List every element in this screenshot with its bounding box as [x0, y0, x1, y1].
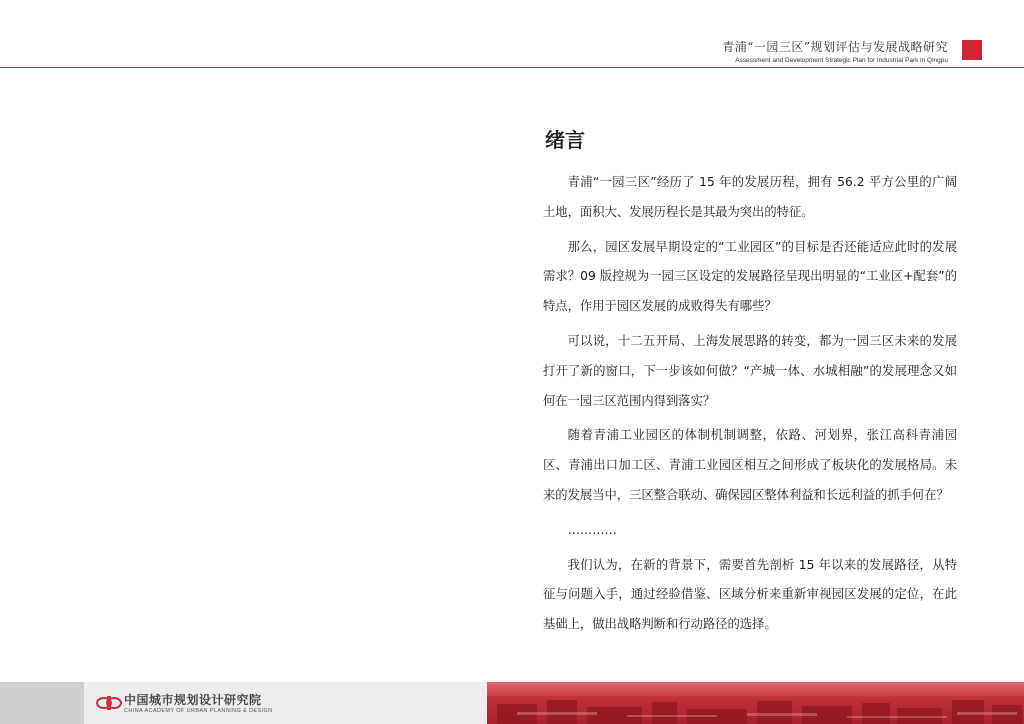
section-heading: 绪言: [545, 128, 585, 152]
accent-square: [962, 40, 982, 60]
city-photo-strip: [487, 682, 1024, 724]
ellipsis-paragraph: …………: [567, 522, 617, 537]
header-divider: [0, 67, 1024, 68]
paragraph: 那么，园区发展早期设定的“工业园区”的目标是否还能适应此时的发展需求？09 版控规为一园三区设定的发展路径呈现出明显的“工业区+配套”的特点，作用于园区发展的成败得失有哪些？: [543, 239, 957, 314]
paragraph: 青浦“一园三区”经历了 15 年的发展历程，拥有 56.2 平方公里的广阔土地，面积大、发展历程长是其最为突出的特征。: [543, 175, 957, 219]
footer-logo-area: [84, 682, 487, 724]
document-subtitle-english: Assessment and Development Strategic Plan for Industrial Park in Qingpu: [735, 57, 948, 64]
paragraph: 随着青浦工业园区的体制机制调整，依路、河划界，张江高科青浦园区、青浦出口加工区、青浦工业园区相互之间形成了板块化的发展格局。未来的发展当中，三区整合联动、确保园区整体利益和长远利益的抓手何在？: [543, 428, 957, 502]
caupd-logo-icon: [96, 693, 122, 713]
organization-name: 中国城市规划设计研究院: [124, 693, 262, 707]
footer-gray-block: [0, 682, 84, 724]
body-text: [543, 168, 957, 645]
paragraph: 可以说，十二五开局、上海发展思路的转变，都为一园三区未来的发展打开了新的窗口，下一步该如何做？“产城一体、水城相融”的发展理念又如何在一园三区范围内得到落实？: [543, 333, 957, 408]
paragraph: 我们认为，在新的背景下，需要首先剖析 15 年以来的发展路径，从特征与问题入手，通过经验借鉴、区域分析来重新审视园区发展的定位，在此基础上，做出战略判断和行动路径的选择。: [543, 557, 957, 632]
document-title: 青浦“一园三区”规划评估与发展战略研究: [722, 40, 948, 54]
organization-name-english: CHINA ACADEMY OF URBAN PLANNING & DESIGN: [124, 708, 273, 714]
